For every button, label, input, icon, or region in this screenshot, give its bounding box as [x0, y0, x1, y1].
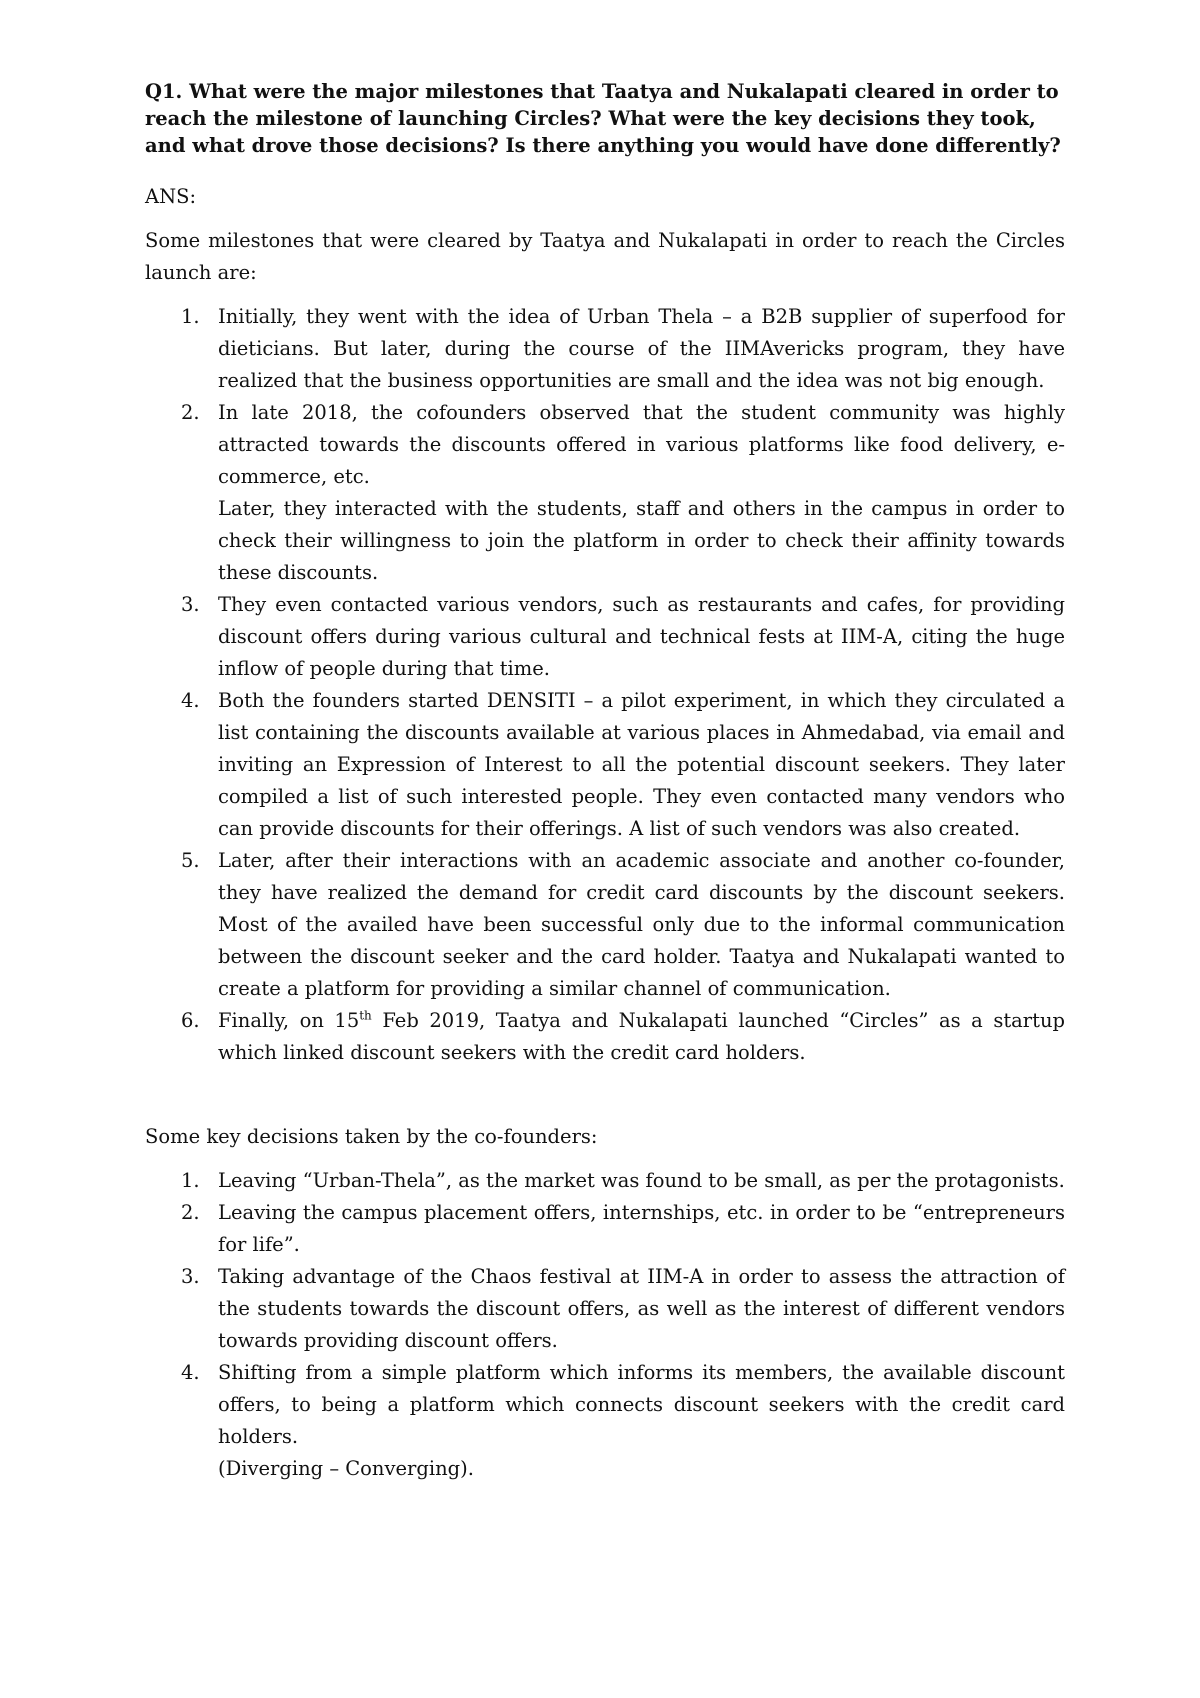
- list-item: [145, 1197, 1065, 1261]
- list-text-continued: (Diverging – Converging).: [218, 1457, 474, 1480]
- list-text: Later, after their interactions with an academic associate and another co-founder, they have realized the demand for credit card discounts by the discount seekers. Most of the availed have been successful only due to the informal communication between the discount seeker and the card holder. Taatya and Nukalapati wanted to create a platform for providing a similar channel of communication.: [218, 849, 1065, 1000]
- list-text-continued: Later, they interacted with the students, staff and others in the campus in order to check their willingness to join the platform in order to check their affinity towards these discounts.: [218, 497, 1065, 584]
- answer-label: ANS:: [145, 185, 197, 208]
- list-text: Leaving “Urban-Thela”, as the market was found to be small, as per the protagonists.: [218, 1169, 1065, 1192]
- milestones-intro: Some milestones that were cleared by Taatya and Nukalapati in order to reach the Circles launch are:: [145, 229, 1065, 284]
- list-number: 2.: [181, 1201, 200, 1224]
- ordinal-suffix: th: [359, 1008, 372, 1023]
- list-text: [218, 1005, 1065, 1069]
- list-item: [145, 397, 1065, 589]
- decisions-list: [145, 1165, 1065, 1485]
- question-heading: Q1. What were the major milestones that Taatya and Nukalapati cleared in order to reach the milestone of launching Circles? What were the key decisions they took, and what drove those decisions? Is there anything you would have done differently?: [145, 80, 1061, 157]
- list-text: Both the founders started DENSITI – a pilot experiment, in which they circulated a list containing the discounts available at various places in Ahmedabad, via email and inviting an Expression of Interest to all the potential discount seekers. They later compiled a list of such interested people. They even contacted many vendors who can provide discounts for their offerings. A list of such vendors was also created.: [218, 689, 1065, 840]
- list-number: 5.: [181, 849, 200, 872]
- list-number: 4.: [181, 1361, 200, 1384]
- list-item: [145, 1005, 1065, 1069]
- list-number: 2.: [181, 401, 200, 424]
- list-text-before: Finally, on 15: [218, 1009, 360, 1032]
- list-text: Taking advantage of the Chaos festival at IIM-A in order to assess the attraction of the students towards the discount offers, as well as the interest of different vendors towards providing discount offers.: [218, 1265, 1065, 1352]
- list-number: 3.: [181, 593, 200, 616]
- list-item: [145, 685, 1065, 845]
- list-item: [145, 1261, 1065, 1357]
- list-text: Leaving the campus placement offers, internships, etc. in order to be “entrepreneurs for life”.: [218, 1201, 1065, 1256]
- decisions-intro: Some key decisions taken by the co-founders:: [145, 1125, 598, 1148]
- list-number: 1.: [181, 1169, 200, 1192]
- list-item: [145, 589, 1065, 685]
- list-number: 6.: [181, 1009, 200, 1032]
- milestones-list: [145, 301, 1065, 1069]
- document-page: [145, 78, 1065, 1485]
- list-number: 4.: [181, 689, 200, 712]
- list-text: Initially, they went with the idea of Urban Thela – a B2B supplier of superfood for dieticians. But later, during the course of the IIMAvericks program, they have realized that the business opportunities are small and the idea was not big enough.: [218, 305, 1065, 392]
- list-text: In late 2018, the cofounders observed that the student community was highly attracted towards the discounts offered in various platforms like food delivery, e-commerce, etc.: [218, 401, 1065, 488]
- list-text: Shifting from a simple platform which informs its members, the available discount offers, to being a platform which connects discount seekers with the credit card holders.: [218, 1361, 1065, 1448]
- list-item: [145, 301, 1065, 397]
- list-text: They even contacted various vendors, such as restaurants and cafes, for providing discount offers during various cultural and technical fests at IIM-A, citing the huge inflow of people during that time.: [218, 593, 1065, 680]
- list-number: 1.: [181, 305, 200, 328]
- list-item: [145, 1165, 1065, 1197]
- list-item: [145, 845, 1065, 1005]
- list-text-after: Feb 2019, Taatya and Nukalapati launched “Circles” as a startup which linked discount seekers with the credit card holders.: [218, 1009, 1065, 1064]
- list-item: [145, 1357, 1065, 1485]
- list-number: 3.: [181, 1265, 200, 1288]
